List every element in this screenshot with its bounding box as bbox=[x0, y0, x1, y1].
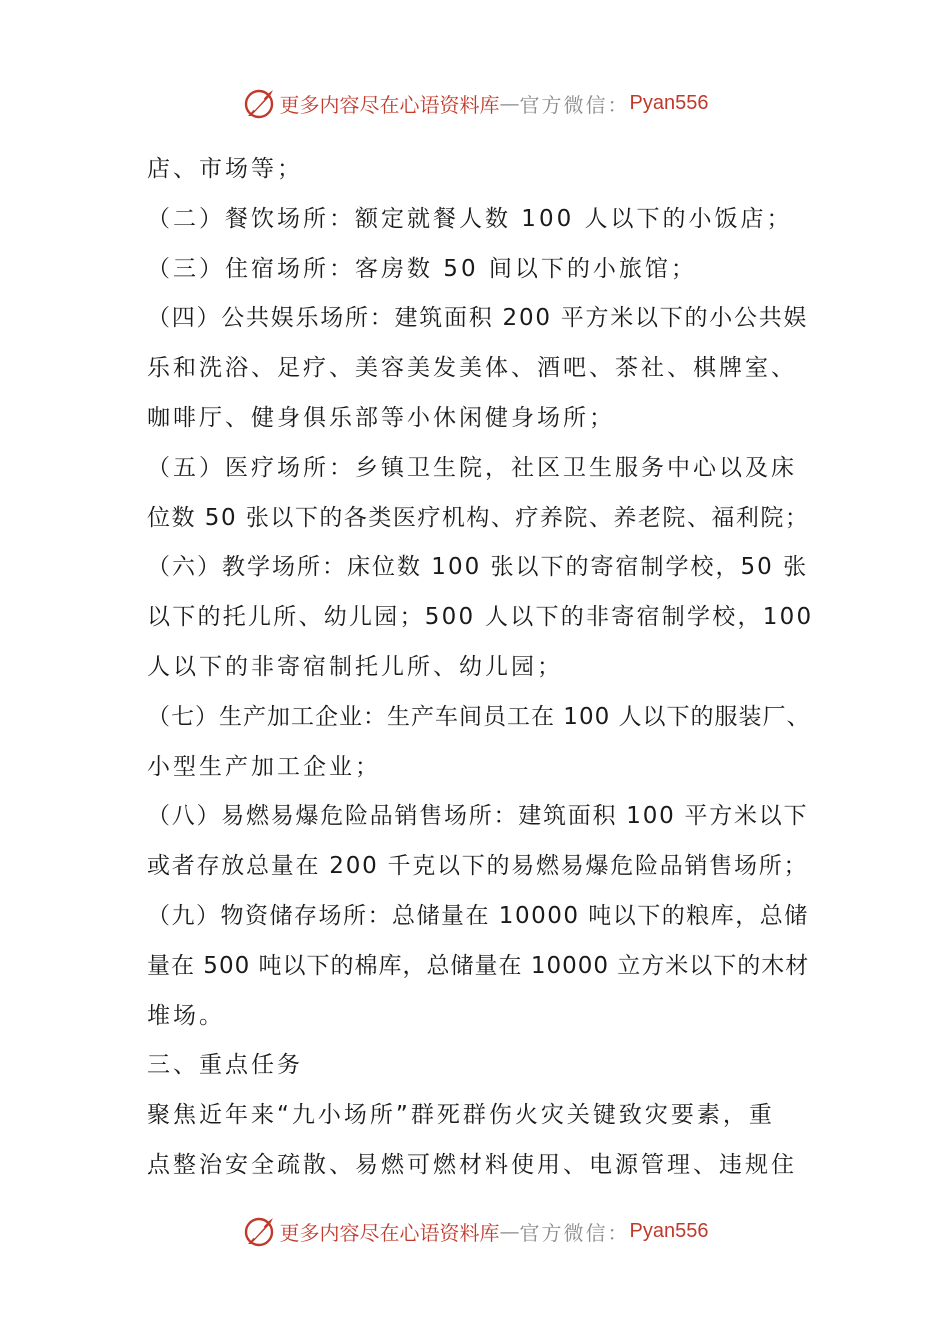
text-line: 量在 500 吨以下的棉库，总储量在 10000 立方米以下的木材 bbox=[147, 952, 810, 979]
watermark-wechat-label: 官方微信： bbox=[519, 92, 630, 117]
text-line: （七）生产加工企业：生产车间员工在 100 人以下的服装厂、 bbox=[147, 703, 811, 730]
text-line: 乐和洗浴、足疗、美容美发美体、酒吧、茶社、棋牌室、 bbox=[147, 355, 797, 382]
text-line: （九）物资储存场所：总储量在 10000 吨以下的粮库，总储 bbox=[147, 902, 809, 929]
section-heading: 三、重点任务 bbox=[147, 1052, 303, 1079]
document-body bbox=[147, 145, 814, 1191]
text-line: （六）教学场所：床位数 100 张以下的寄宿制学校，50 张 bbox=[147, 554, 809, 581]
watermark-banner-top bbox=[0, 83, 950, 123]
watermark-dash: — bbox=[499, 1219, 520, 1243]
watermark-brand: 更多内容尽在心语资料库 bbox=[279, 92, 500, 117]
text-line: 人以下的非寄宿制托儿所、幼儿园； bbox=[147, 653, 563, 680]
quill-logo-icon bbox=[242, 86, 276, 120]
text-line: （二）餐饮场所：额定就餐人数 100 人以下的小饭店； bbox=[147, 205, 793, 232]
text-line: 聚焦近年来“九小场所”群死群伤火灾关键致灾要素，重 bbox=[147, 1102, 775, 1129]
watermark-wechat-id: Pyan556 bbox=[629, 91, 709, 114]
text-line: 位数 50 张以下的各类医疗机构、疗养院、养老院、福利院； bbox=[147, 504, 810, 531]
text-line: （四）公共娱乐场所：建筑面积 200 平方米以下的小公共娱 bbox=[147, 305, 809, 332]
text-line: 堆场。 bbox=[147, 1002, 225, 1029]
text-line: （五）医疗场所：乡镇卫生院，社区卫生服务中心以及床 bbox=[147, 454, 797, 481]
text-line: （八）易燃易爆危险品销售场所：建筑面积 100 平方米以下 bbox=[147, 803, 809, 830]
text-line: （三）住宿场所：客房数 50 间以下的小旅馆； bbox=[147, 255, 697, 282]
text-line: 点整治安全疏散、易燃可燃材料使用、电源管理、违规住 bbox=[147, 1151, 797, 1178]
text-line: 咖啡厅、健身俱乐部等小休闲健身场所； bbox=[147, 404, 615, 431]
watermark-wechat-label: 官方微信： bbox=[519, 1220, 630, 1245]
watermark-wechat-id: Pyan556 bbox=[629, 1219, 709, 1242]
text-line: 以下的托儿所、幼儿园；500 人以下的非寄宿制学校，100 bbox=[147, 604, 814, 631]
watermark-dash: — bbox=[499, 91, 520, 115]
quill-logo-icon bbox=[242, 1214, 276, 1248]
text-line: 小型生产加工企业； bbox=[147, 753, 381, 780]
text-line: 或者存放总量在 200 千克以下的易燃易爆危险品销售场所； bbox=[147, 853, 809, 880]
text-line: 店、市场等； bbox=[147, 156, 303, 182]
watermark-brand: 更多内容尽在心语资料库 bbox=[279, 1220, 500, 1245]
watermark-banner-bottom bbox=[0, 1211, 950, 1251]
